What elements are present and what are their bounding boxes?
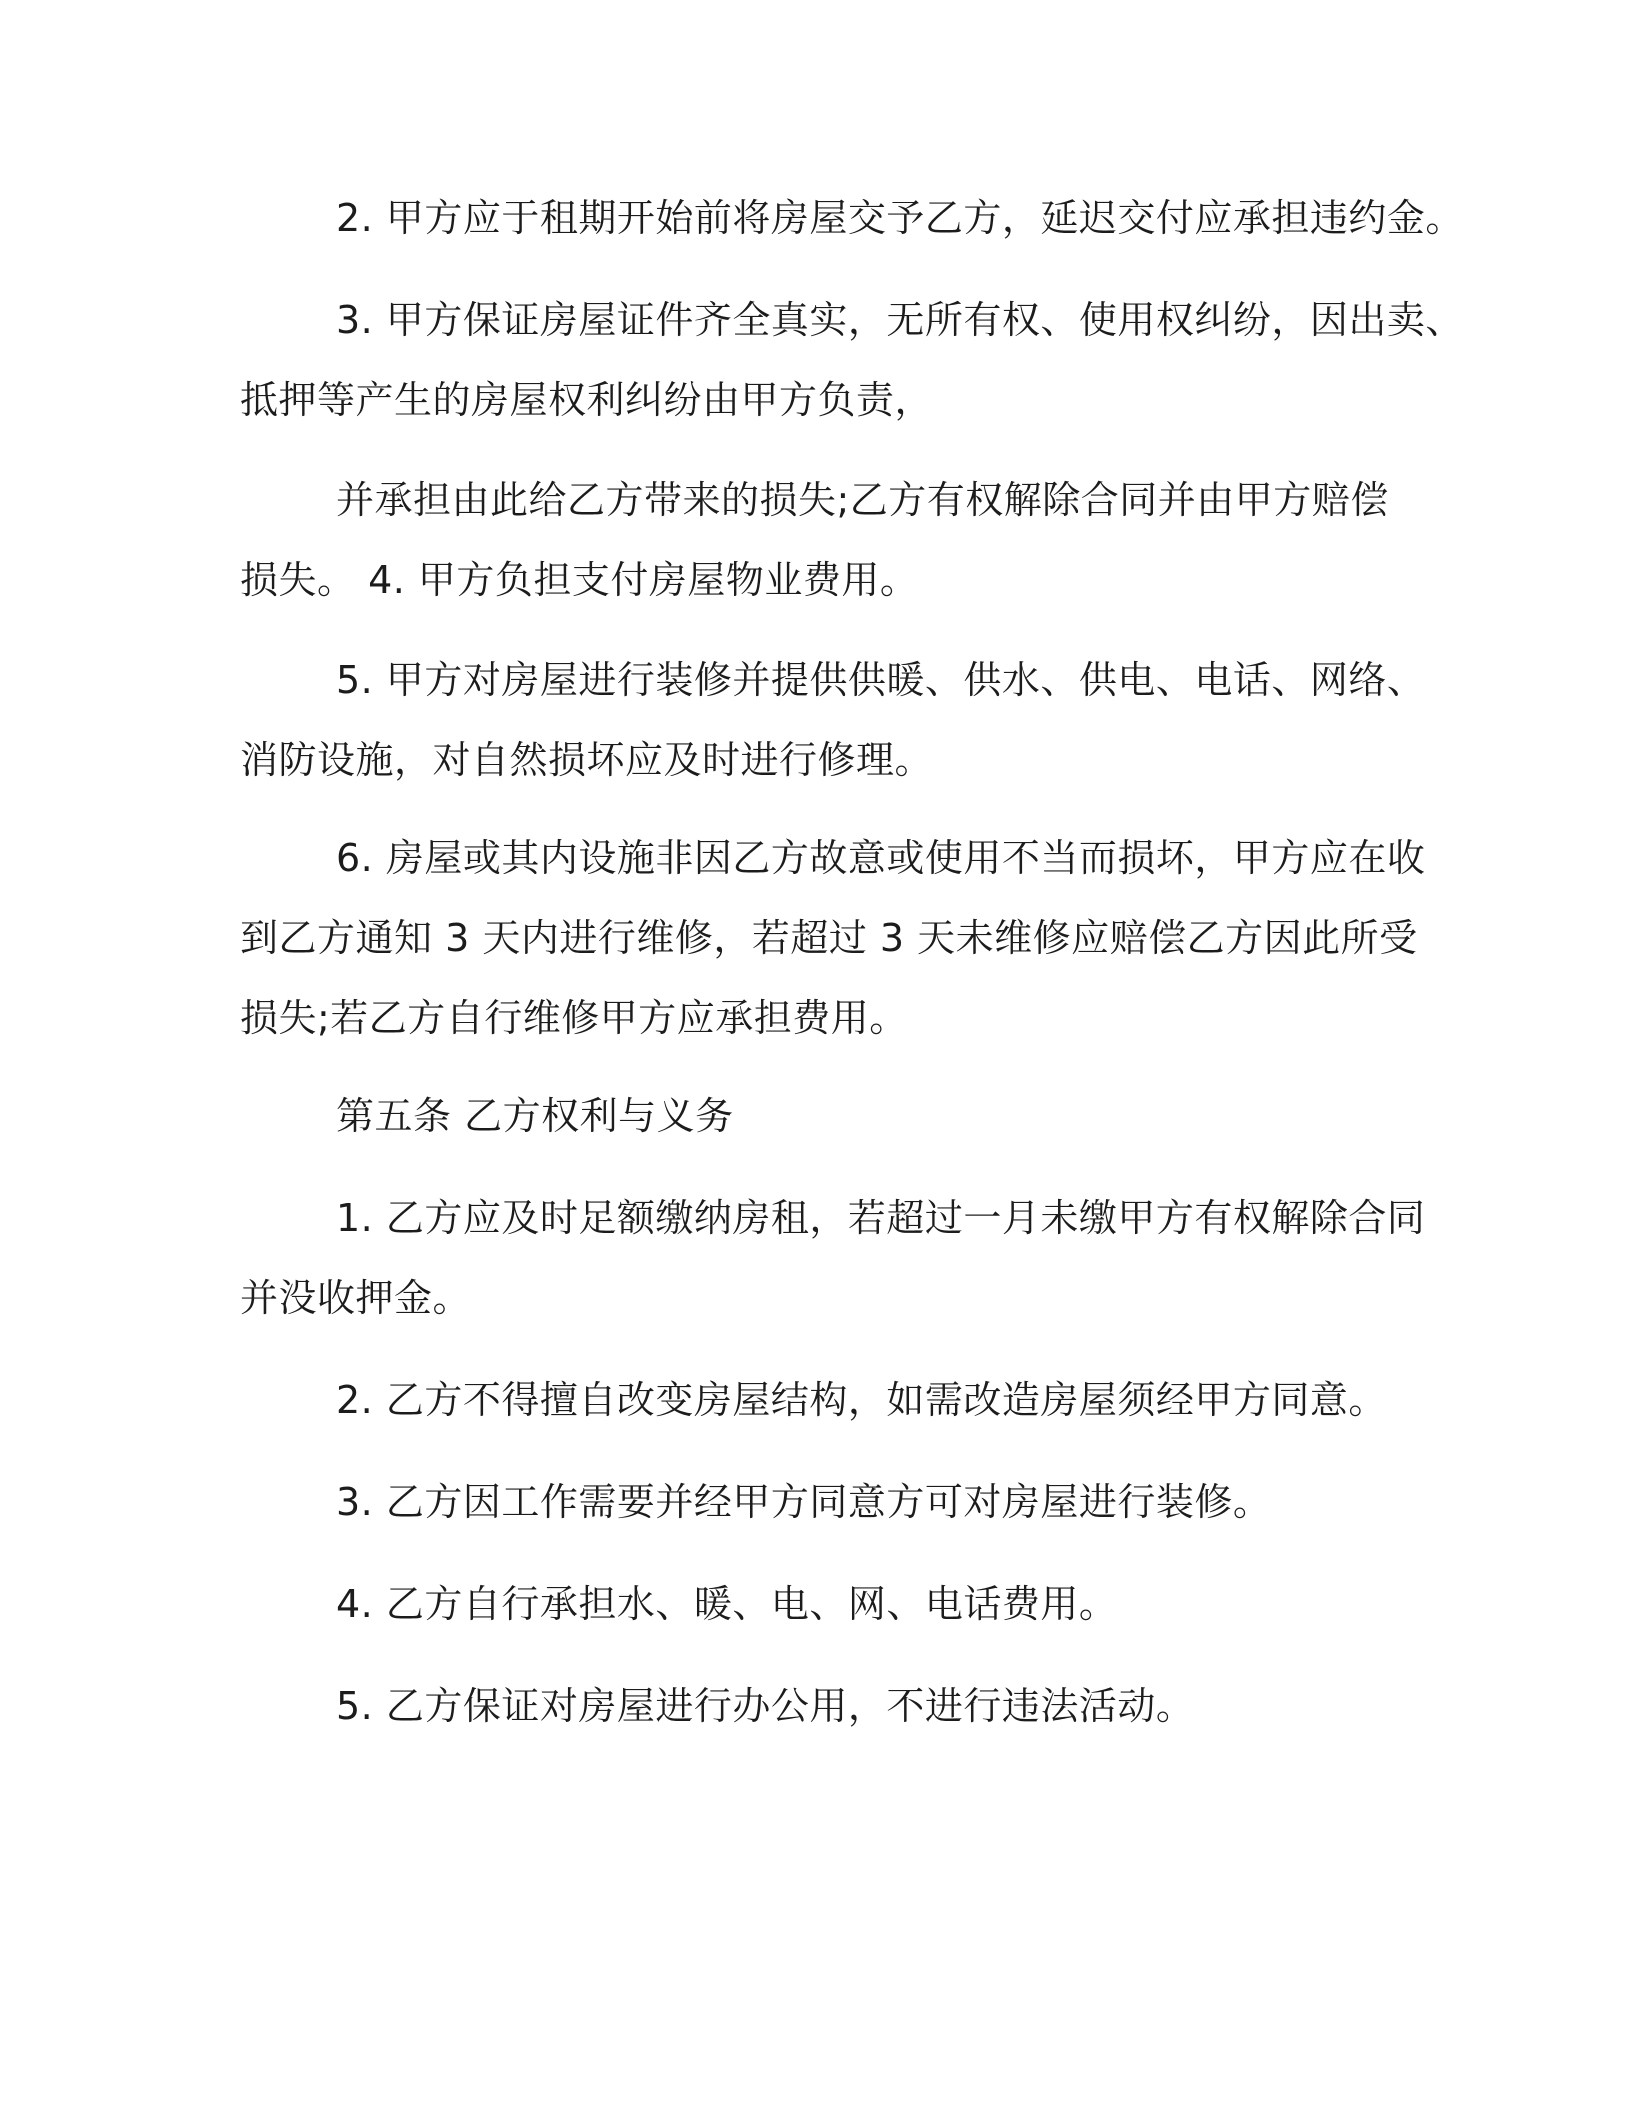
text-line: 2. 甲方应于租期开始前将房屋交予乙方，延迟交付应承担违约金。 xyxy=(336,196,1464,240)
text-line: 消防设施，对自然损坏应及时进行修理。 xyxy=(240,738,934,782)
text-line: 2. 乙方不得擅自改变房屋结构，如需改造房屋须经甲方同意。 xyxy=(336,1378,1387,1422)
text-line: 5. 甲方对房屋进行装修并提供供暖、供水、供电、电话、网络、 xyxy=(336,658,1426,702)
text-line: 并承担由此给乙方带来的损失;乙方有权解除合同并由甲方赔偿 xyxy=(336,478,1389,522)
clause-tenant-2 xyxy=(240,1360,1400,1440)
text-line: 损失。 4. 甲方负担支付房屋物业费用。 xyxy=(240,558,919,602)
text-line: 4. 乙方自行承担水、暖、电、网、电话费用。 xyxy=(336,1582,1118,1626)
text-line: 损失;若乙方自行维修甲方应承担费用。 xyxy=(240,996,908,1040)
text-line: 并没收押金。 xyxy=(240,1276,472,1320)
clause-landlord-3 xyxy=(240,280,1464,440)
text-line: 6. 房屋或其内设施非因乙方故意或使用不当而损坏，甲方应在收 xyxy=(336,836,1426,880)
clause-tenant-3 xyxy=(240,1462,1400,1542)
section-heading-article-5 xyxy=(240,1076,1400,1156)
clause-tenant-1 xyxy=(240,1178,1426,1338)
clause-landlord-2 xyxy=(240,178,1464,258)
text-line: 5. 乙方保证对房屋进行办公用，不进行违法活动。 xyxy=(336,1684,1195,1728)
clause-landlord-5 xyxy=(240,640,1426,800)
clause-landlord-3-continued xyxy=(240,460,1400,620)
text-line: 抵押等产生的房屋权利纠纷由甲方负责， xyxy=(240,378,934,422)
section-heading: 第五条 乙方权利与义务 xyxy=(336,1094,734,1138)
text-line: 3. 乙方因工作需要并经甲方同意方可对房屋进行装修。 xyxy=(336,1480,1272,1524)
text-line: 1. 乙方应及时足额缴纳房租，若超过一月未缴甲方有权解除合同 xyxy=(336,1196,1426,1240)
clause-tenant-5 xyxy=(240,1666,1400,1746)
clause-landlord-6 xyxy=(240,818,1426,1058)
text-line: 3. 甲方保证房屋证件齐全真实，无所有权、使用权纠纷，因出卖、 xyxy=(336,298,1464,342)
text-line: 到乙方通知 3 天内进行维修，若超过 3 天未维修应赔偿乙方因此所受 xyxy=(240,916,1418,960)
clause-tenant-4 xyxy=(240,1564,1400,1644)
